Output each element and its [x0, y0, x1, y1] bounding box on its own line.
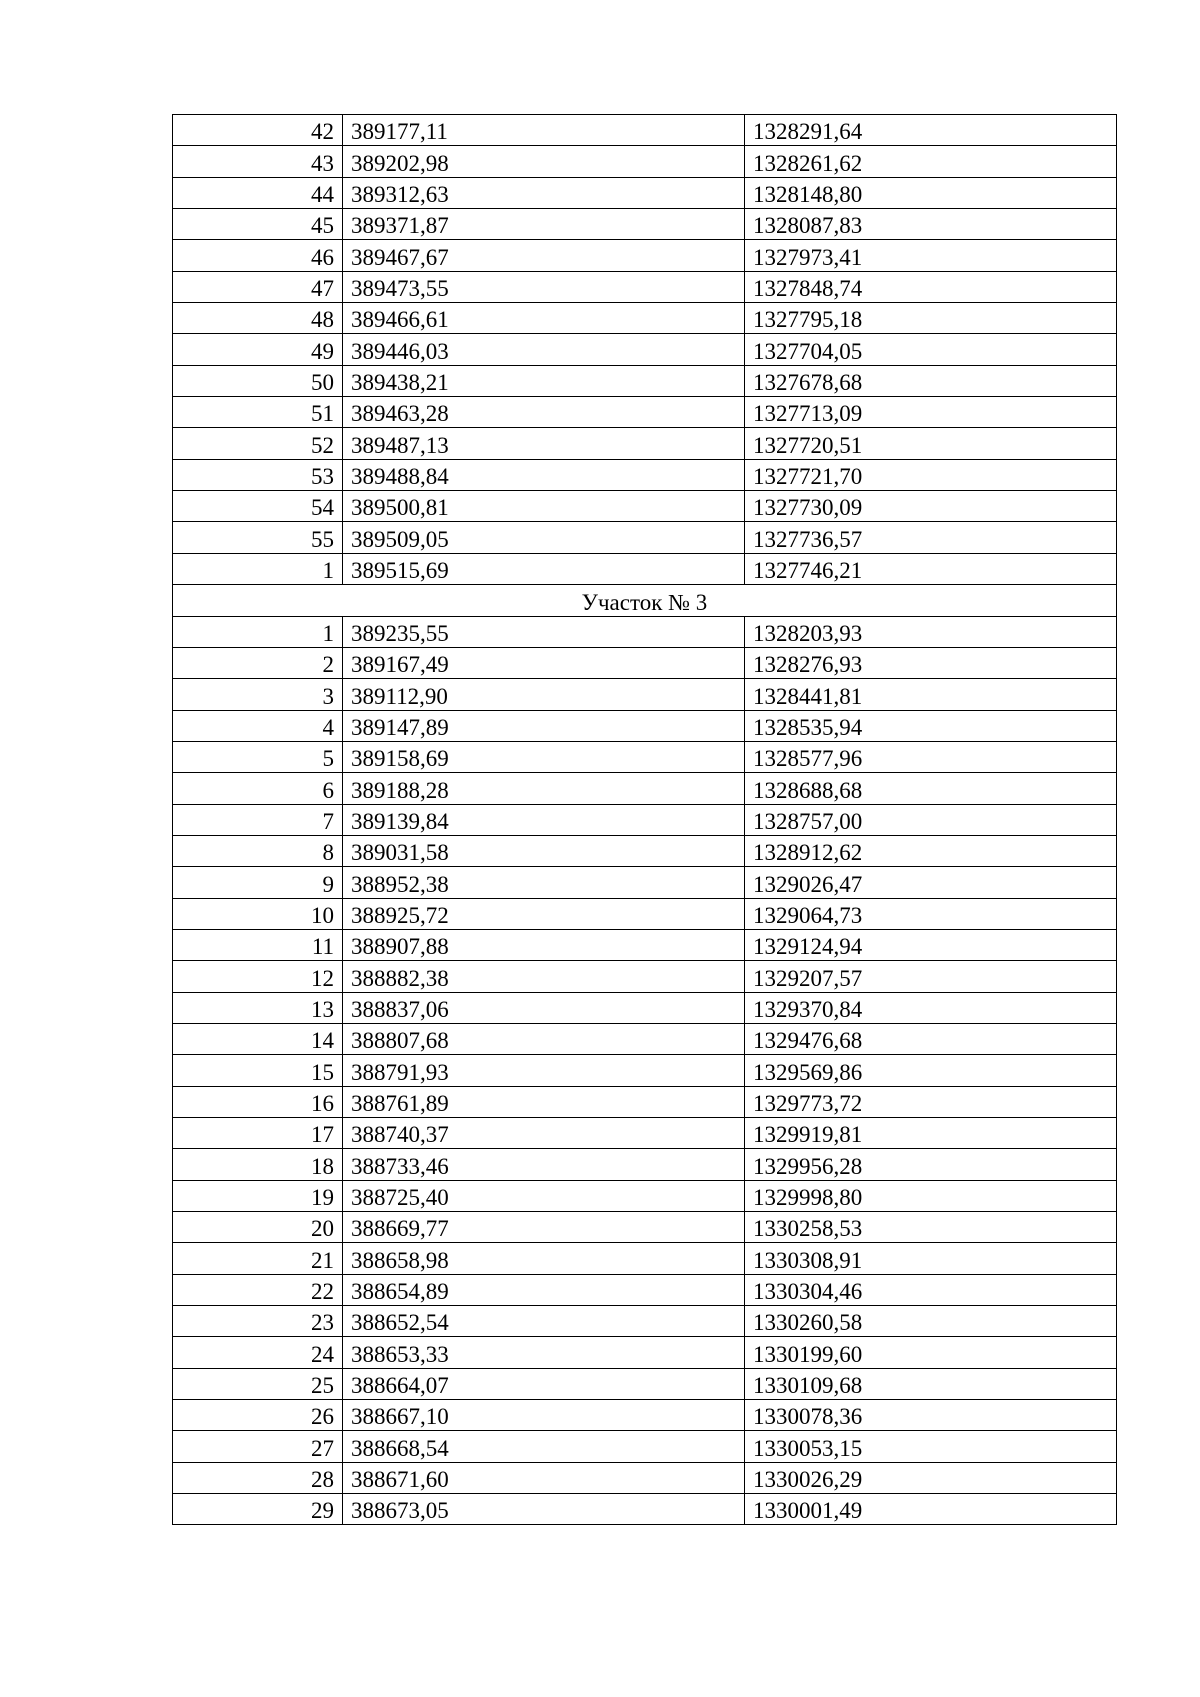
y-coordinate-cell: 1327848,74 [745, 271, 1117, 302]
y-coordinate-cell: 1327746,21 [745, 553, 1117, 584]
x-coordinate-cell: 389188,28 [343, 773, 745, 804]
x-coordinate-cell: 388664,07 [343, 1368, 745, 1399]
table-row [173, 710, 1117, 741]
y-coordinate-cell: 1327795,18 [745, 303, 1117, 334]
table-row [173, 679, 1117, 710]
y-coordinate-cell: 1328261,62 [745, 146, 1117, 177]
table-row [173, 1462, 1117, 1493]
point-number-cell: 53 [173, 459, 343, 490]
x-coordinate-cell: 389467,67 [343, 240, 745, 271]
table-row [173, 240, 1117, 271]
y-coordinate-cell: 1329998,80 [745, 1180, 1117, 1211]
y-coordinate-cell: 1329124,94 [745, 929, 1117, 960]
y-coordinate-cell: 1327720,51 [745, 428, 1117, 459]
x-coordinate-cell: 388925,72 [343, 898, 745, 929]
x-coordinate-cell: 389488,84 [343, 459, 745, 490]
y-coordinate-cell: 1330001,49 [745, 1494, 1117, 1525]
table-row [173, 616, 1117, 647]
point-number-cell: 3 [173, 679, 343, 710]
coordinates-table [172, 114, 1117, 1525]
table-row [173, 1431, 1117, 1462]
x-coordinate-cell: 389446,03 [343, 334, 745, 365]
y-coordinate-cell: 1327736,57 [745, 522, 1117, 553]
y-coordinate-cell: 1328577,96 [745, 741, 1117, 772]
point-number-cell: 26 [173, 1400, 343, 1431]
y-coordinate-cell: 1330258,53 [745, 1212, 1117, 1243]
point-number-cell: 28 [173, 1462, 343, 1493]
section-title: Участок № 3 [173, 585, 1117, 616]
point-number-cell: 52 [173, 428, 343, 459]
point-number-cell: 21 [173, 1243, 343, 1274]
table-row [173, 1368, 1117, 1399]
table-row [173, 1086, 1117, 1117]
table-row [173, 491, 1117, 522]
y-coordinate-cell: 1329064,73 [745, 898, 1117, 929]
point-number-cell: 15 [173, 1055, 343, 1086]
point-number-cell: 55 [173, 522, 343, 553]
table-row [173, 1149, 1117, 1180]
table-row [173, 867, 1117, 898]
point-number-cell: 9 [173, 867, 343, 898]
point-number-cell: 10 [173, 898, 343, 929]
point-number-cell: 46 [173, 240, 343, 271]
point-number-cell: 7 [173, 804, 343, 835]
x-coordinate-cell: 388952,38 [343, 867, 745, 898]
point-number-cell: 24 [173, 1337, 343, 1368]
x-coordinate-cell: 388740,37 [343, 1118, 745, 1149]
table-row [173, 647, 1117, 678]
x-coordinate-cell: 388907,88 [343, 929, 745, 960]
y-coordinate-cell: 1328203,93 [745, 616, 1117, 647]
point-number-cell: 17 [173, 1118, 343, 1149]
point-number-cell: 5 [173, 741, 343, 772]
x-coordinate-cell: 389312,63 [343, 177, 745, 208]
x-coordinate-cell: 388667,10 [343, 1400, 745, 1431]
x-coordinate-cell: 388733,46 [343, 1149, 745, 1180]
y-coordinate-cell: 1327713,09 [745, 397, 1117, 428]
table-row [173, 1337, 1117, 1368]
table-row [173, 898, 1117, 929]
x-coordinate-cell: 388658,98 [343, 1243, 745, 1274]
x-coordinate-cell: 389438,21 [343, 365, 745, 396]
x-coordinate-cell: 389500,81 [343, 491, 745, 522]
point-number-cell: 6 [173, 773, 343, 804]
y-coordinate-cell: 1329207,57 [745, 961, 1117, 992]
table-row [173, 1212, 1117, 1243]
table-row [173, 553, 1117, 584]
y-coordinate-cell: 1327704,05 [745, 334, 1117, 365]
y-coordinate-cell: 1330026,29 [745, 1462, 1117, 1493]
y-coordinate-cell: 1330304,46 [745, 1274, 1117, 1305]
point-number-cell: 20 [173, 1212, 343, 1243]
point-number-cell: 11 [173, 929, 343, 960]
table-row [173, 929, 1117, 960]
x-coordinate-cell: 389371,87 [343, 209, 745, 240]
x-coordinate-cell: 389031,58 [343, 835, 745, 866]
y-coordinate-cell: 1330078,36 [745, 1400, 1117, 1431]
table-row [173, 961, 1117, 992]
y-coordinate-cell: 1327721,70 [745, 459, 1117, 490]
point-number-cell: 13 [173, 992, 343, 1023]
y-coordinate-cell: 1328441,81 [745, 679, 1117, 710]
table-row [173, 334, 1117, 365]
y-coordinate-cell: 1330308,91 [745, 1243, 1117, 1274]
x-coordinate-cell: 388653,33 [343, 1337, 745, 1368]
table-row [173, 209, 1117, 240]
table-row [173, 365, 1117, 396]
x-coordinate-cell: 388668,54 [343, 1431, 745, 1462]
point-number-cell: 4 [173, 710, 343, 741]
point-number-cell: 1 [173, 553, 343, 584]
table-row [173, 835, 1117, 866]
table-row [173, 115, 1117, 146]
x-coordinate-cell: 389235,55 [343, 616, 745, 647]
point-number-cell: 19 [173, 1180, 343, 1211]
table-row [173, 397, 1117, 428]
point-number-cell: 43 [173, 146, 343, 177]
y-coordinate-cell: 1327973,41 [745, 240, 1117, 271]
coordinates-table-body [173, 115, 1117, 1525]
y-coordinate-cell: 1329370,84 [745, 992, 1117, 1023]
point-number-cell: 42 [173, 115, 343, 146]
point-number-cell: 45 [173, 209, 343, 240]
x-coordinate-cell: 388725,40 [343, 1180, 745, 1211]
y-coordinate-cell: 1329569,86 [745, 1055, 1117, 1086]
y-coordinate-cell: 1330109,68 [745, 1368, 1117, 1399]
table-row [173, 1306, 1117, 1337]
y-coordinate-cell: 1328688,68 [745, 773, 1117, 804]
table-row [173, 303, 1117, 334]
x-coordinate-cell: 388673,05 [343, 1494, 745, 1525]
y-coordinate-cell: 1329476,68 [745, 1023, 1117, 1054]
x-coordinate-cell: 389487,13 [343, 428, 745, 459]
table-row [173, 804, 1117, 835]
table-row [173, 1274, 1117, 1305]
table-row [173, 1118, 1117, 1149]
x-coordinate-cell: 389177,11 [343, 115, 745, 146]
y-coordinate-cell: 1330199,60 [745, 1337, 1117, 1368]
x-coordinate-cell: 389473,55 [343, 271, 745, 302]
x-coordinate-cell: 388652,54 [343, 1306, 745, 1337]
x-coordinate-cell: 389202,98 [343, 146, 745, 177]
point-number-cell: 23 [173, 1306, 343, 1337]
x-coordinate-cell: 389515,69 [343, 553, 745, 584]
point-number-cell: 2 [173, 647, 343, 678]
table-row [173, 1055, 1117, 1086]
table-row [173, 1494, 1117, 1525]
y-coordinate-cell: 1328148,80 [745, 177, 1117, 208]
table-row [173, 741, 1117, 772]
table-row [173, 146, 1117, 177]
y-coordinate-cell: 1329773,72 [745, 1086, 1117, 1117]
y-coordinate-cell: 1330053,15 [745, 1431, 1117, 1462]
x-coordinate-cell: 389509,05 [343, 522, 745, 553]
point-number-cell: 25 [173, 1368, 343, 1399]
x-coordinate-cell: 389112,90 [343, 679, 745, 710]
x-coordinate-cell: 389147,89 [343, 710, 745, 741]
x-coordinate-cell: 389463,28 [343, 397, 745, 428]
y-coordinate-cell: 1329026,47 [745, 867, 1117, 898]
point-number-cell: 1 [173, 616, 343, 647]
point-number-cell: 14 [173, 1023, 343, 1054]
x-coordinate-cell: 388791,93 [343, 1055, 745, 1086]
point-number-cell: 44 [173, 177, 343, 208]
y-coordinate-cell: 1328291,64 [745, 115, 1117, 146]
y-coordinate-cell: 1328535,94 [745, 710, 1117, 741]
point-number-cell: 51 [173, 397, 343, 428]
table-row [173, 1243, 1117, 1274]
x-coordinate-cell: 389158,69 [343, 741, 745, 772]
table-row [173, 1023, 1117, 1054]
point-number-cell: 18 [173, 1149, 343, 1180]
y-coordinate-cell: 1329956,28 [745, 1149, 1117, 1180]
point-number-cell: 48 [173, 303, 343, 334]
table-row [173, 522, 1117, 553]
y-coordinate-cell: 1328757,00 [745, 804, 1117, 835]
table-row [173, 992, 1117, 1023]
x-coordinate-cell: 388669,77 [343, 1212, 745, 1243]
table-row [173, 1400, 1117, 1431]
table-row [173, 271, 1117, 302]
point-number-cell: 22 [173, 1274, 343, 1305]
point-number-cell: 8 [173, 835, 343, 866]
x-coordinate-cell: 388654,89 [343, 1274, 745, 1305]
table-row [173, 428, 1117, 459]
x-coordinate-cell: 388761,89 [343, 1086, 745, 1117]
x-coordinate-cell: 389466,61 [343, 303, 745, 334]
x-coordinate-cell: 388837,06 [343, 992, 745, 1023]
point-number-cell: 50 [173, 365, 343, 396]
point-number-cell: 29 [173, 1494, 343, 1525]
x-coordinate-cell: 388882,38 [343, 961, 745, 992]
table-row [173, 1180, 1117, 1211]
y-coordinate-cell: 1328912,62 [745, 835, 1117, 866]
table-row [173, 177, 1117, 208]
table-row [173, 459, 1117, 490]
y-coordinate-cell: 1328087,83 [745, 209, 1117, 240]
y-coordinate-cell: 1327678,68 [745, 365, 1117, 396]
x-coordinate-cell: 388807,68 [343, 1023, 745, 1054]
section-header-row [173, 585, 1117, 616]
point-number-cell: 47 [173, 271, 343, 302]
x-coordinate-cell: 389139,84 [343, 804, 745, 835]
table-row [173, 773, 1117, 804]
point-number-cell: 49 [173, 334, 343, 365]
point-number-cell: 12 [173, 961, 343, 992]
y-coordinate-cell: 1330260,58 [745, 1306, 1117, 1337]
x-coordinate-cell: 389167,49 [343, 647, 745, 678]
y-coordinate-cell: 1329919,81 [745, 1118, 1117, 1149]
point-number-cell: 54 [173, 491, 343, 522]
y-coordinate-cell: 1327730,09 [745, 491, 1117, 522]
y-coordinate-cell: 1328276,93 [745, 647, 1117, 678]
point-number-cell: 27 [173, 1431, 343, 1462]
x-coordinate-cell: 388671,60 [343, 1462, 745, 1493]
point-number-cell: 16 [173, 1086, 343, 1117]
